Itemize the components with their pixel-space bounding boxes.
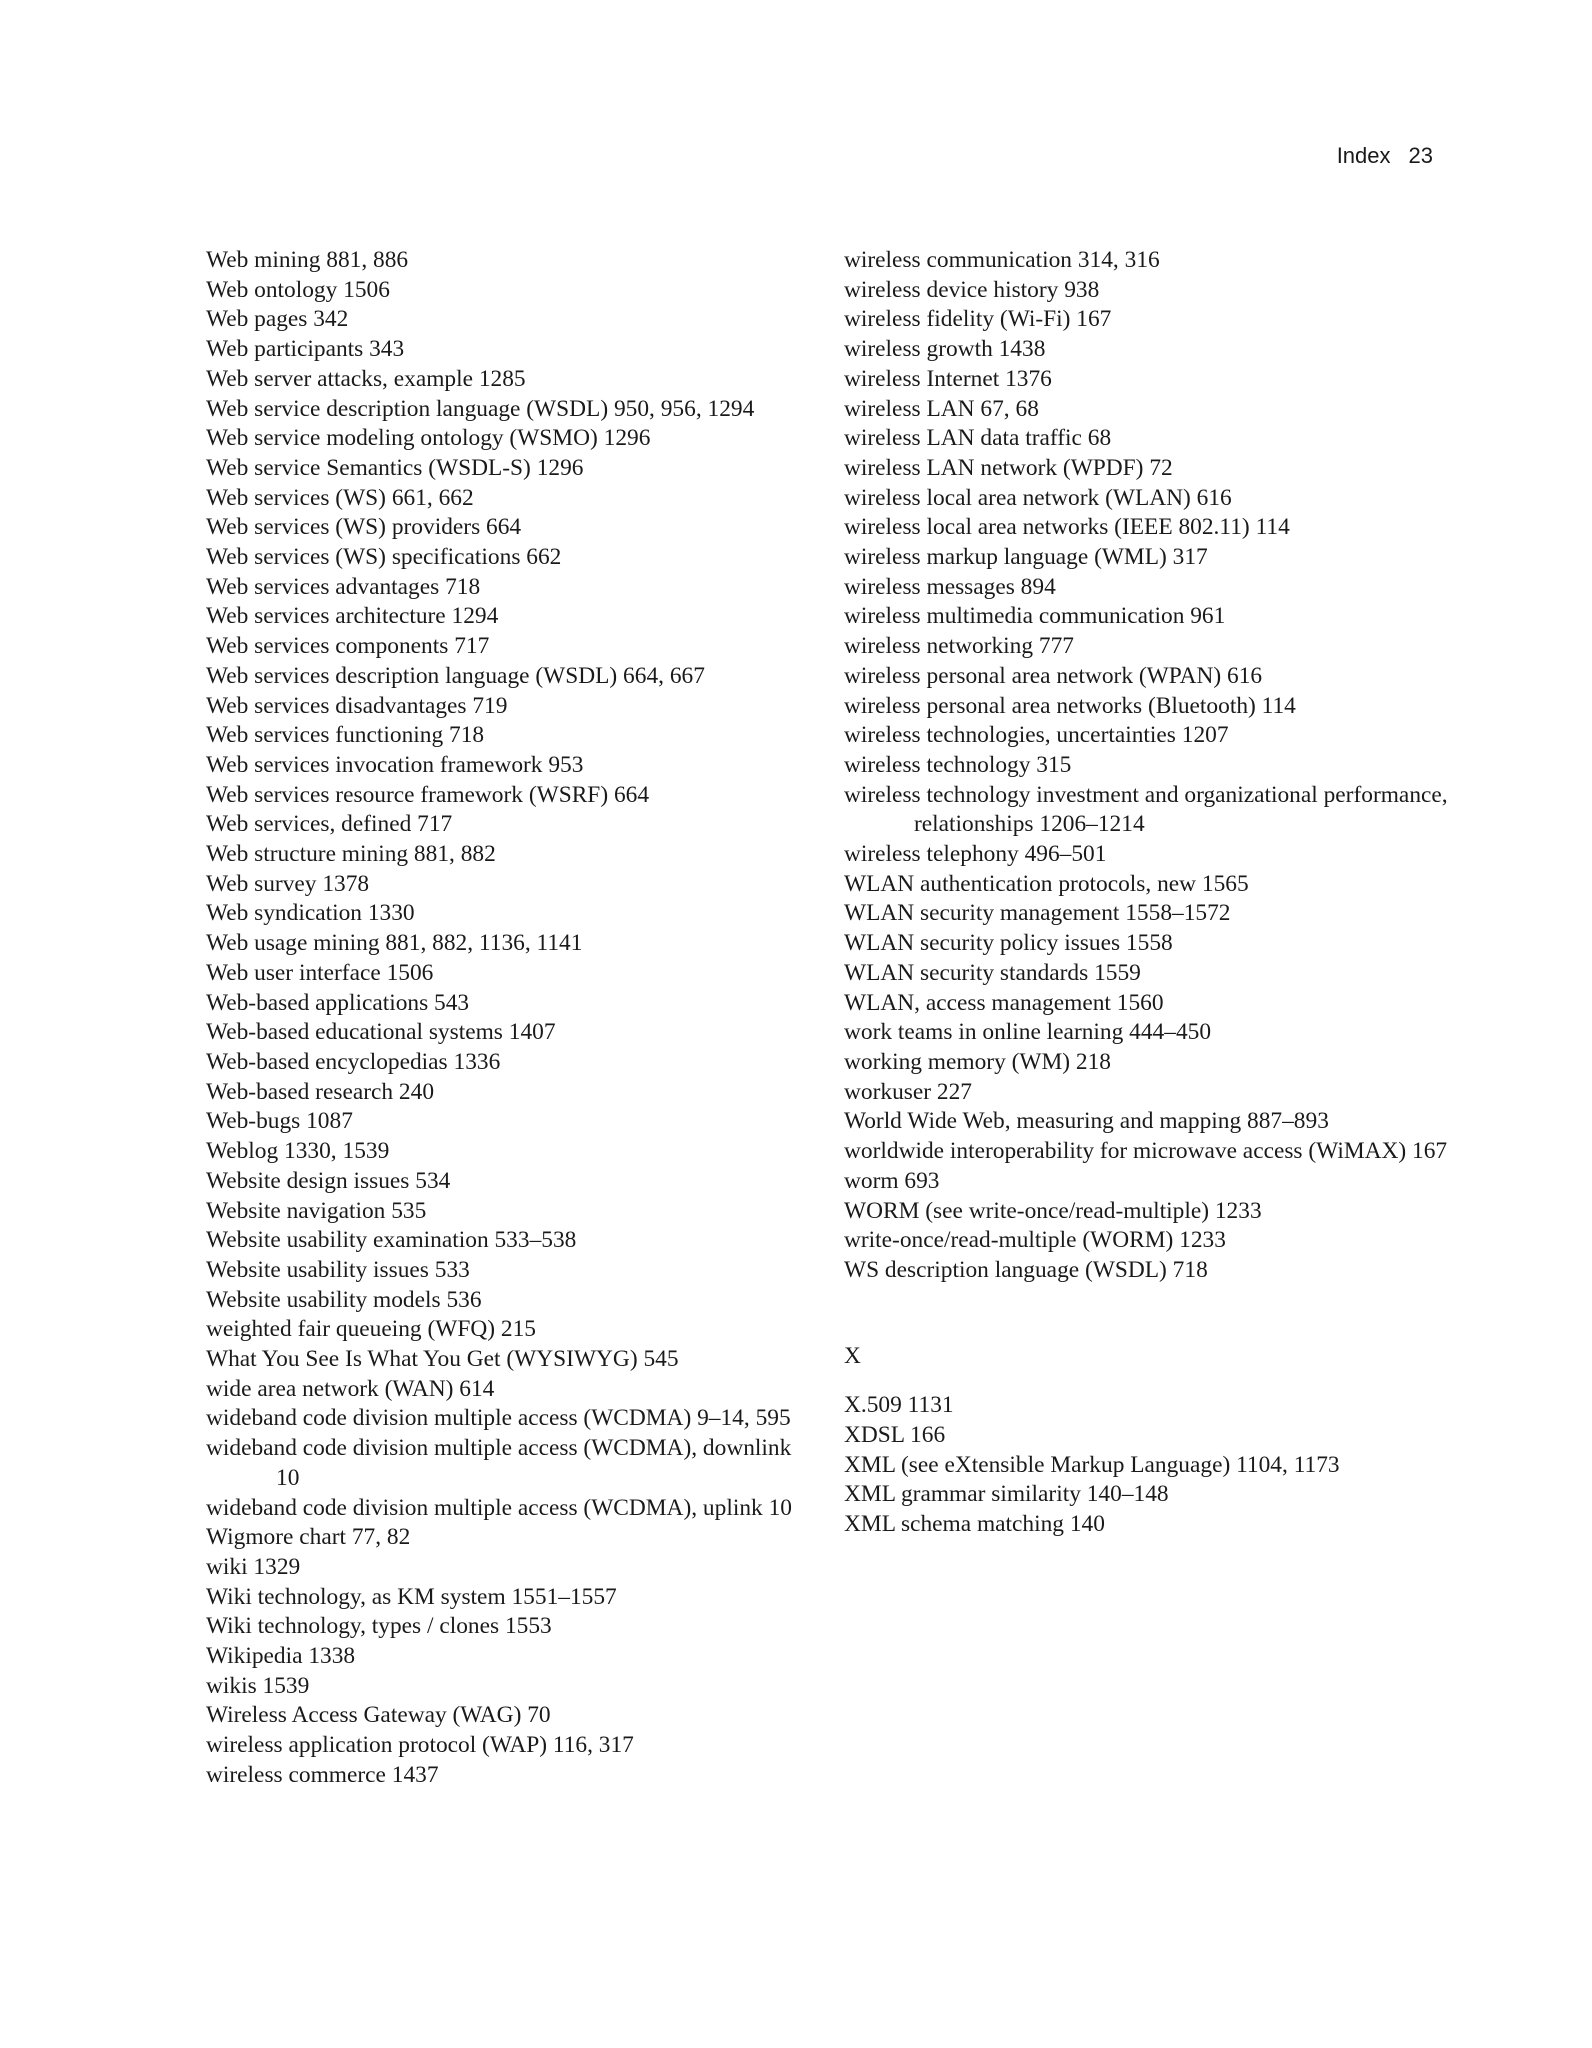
index-entry: Web services (WS) specifications 662 bbox=[206, 544, 562, 571]
index-entry: wireless local area networks (IEEE 802.11) 114 bbox=[844, 514, 1290, 541]
index-entry: Website design issues 534 bbox=[206, 1167, 451, 1194]
index-entry: wireless application protocol (WAP) 116, 317 bbox=[206, 1732, 634, 1759]
index-entry: Web service Semantics (WSDL-S) 1296 bbox=[206, 454, 584, 481]
running-head-label: Index bbox=[1336, 143, 1391, 168]
index-entry: Web server attacks, example 1285 bbox=[206, 365, 526, 392]
index-entry: Web user interface 1506 bbox=[206, 959, 434, 986]
index-entry: Web services (WS) providers 664 bbox=[206, 514, 522, 541]
index-entry: Web services (WS) 661, 662 bbox=[206, 484, 474, 511]
index-entry: Web-based applications 543 bbox=[206, 989, 470, 1016]
index-entry: wireless networking 777 bbox=[844, 633, 1074, 660]
index-entry: Wigmore chart 77, 82 bbox=[206, 1524, 411, 1551]
index-entry: Web services description language (WSDL) 664, 667 bbox=[206, 662, 705, 689]
index-entry: Web services functioning 718 bbox=[206, 722, 485, 749]
index-entry: wireless technology investment and organizational performance, relationships 1206–1214 bbox=[844, 781, 1448, 838]
index-entry: wide area network (WAN) 614 bbox=[206, 1375, 495, 1402]
index-entry: Web services architecture 1294 bbox=[206, 603, 499, 630]
index-entry: World Wide Web, measuring and mapping 887–893 bbox=[844, 1108, 1329, 1135]
index-entry: wireless technology 315 bbox=[844, 751, 1072, 778]
index-entry: Website usability examination 533–538 bbox=[206, 1227, 577, 1254]
index-entry: Website usability models 536 bbox=[206, 1286, 482, 1313]
index-entry: wireless local area network (WLAN) 616 bbox=[844, 484, 1232, 511]
index-entry: Wikipedia 1338 bbox=[206, 1643, 356, 1670]
index-entry: Weblog 1330, 1539 bbox=[206, 1138, 390, 1165]
index-entry: wiki 1329 bbox=[206, 1553, 301, 1580]
index-entry: wireless personal area network (WPAN) 616 bbox=[844, 662, 1263, 689]
section-letter-heading: X bbox=[844, 1342, 861, 1369]
index-entry: Web-bugs 1087 bbox=[206, 1108, 353, 1135]
index-entry: wireless personal area networks (Bluetooth) 114 bbox=[844, 692, 1296, 719]
index-entry: work teams in online learning 444–450 bbox=[844, 1019, 1212, 1046]
index-entry: wireless commerce 1437 bbox=[206, 1761, 439, 1788]
index-entry: WLAN security management 1558–1572 bbox=[844, 900, 1231, 927]
index-entry: WLAN security policy issues 1558 bbox=[844, 930, 1173, 957]
index-entry: Web services, defined 717 bbox=[206, 811, 453, 838]
index-entry: wireless growth 1438 bbox=[844, 336, 1046, 363]
index-entry: Web structure mining 881, 882 bbox=[206, 841, 496, 868]
index-entry: WLAN, access management 1560 bbox=[844, 989, 1164, 1016]
index-entry: Web service modeling ontology (WSMO) 1296 bbox=[206, 425, 651, 452]
index-entry: wireless telephony 496–501 bbox=[844, 841, 1107, 868]
index-entry: wideband code division multiple access (WCDMA), downlink 10 bbox=[206, 1435, 792, 1491]
index-entry: WS description language (WSDL) 718 bbox=[844, 1256, 1208, 1283]
index-entry: worm 693 bbox=[844, 1167, 940, 1194]
index-entry: Website navigation 535 bbox=[206, 1197, 427, 1224]
index-entry: What You See Is What You Get (WYSIWYG) 545 bbox=[206, 1346, 679, 1373]
index-entry: Web service description language (WSDL) 950, 956, 1294 bbox=[206, 395, 755, 422]
index-entry: Web services invocation framework 953 bbox=[206, 751, 584, 778]
index-entry: wideband code division multiple access (WCDMA) 9–14, 595 bbox=[206, 1405, 791, 1432]
index-entry: Wiki technology, as KM system 1551–1557 bbox=[206, 1583, 617, 1610]
index-entry: weighted fair queueing (WFQ) 215 bbox=[206, 1316, 536, 1343]
index-entry: wireless device history 938 bbox=[844, 276, 1100, 303]
index-entry: XML grammar similarity 140–148 bbox=[844, 1481, 1169, 1508]
index-entry: Web services advantages 718 bbox=[206, 573, 481, 600]
index-entry: Web services disadvantages 719 bbox=[206, 692, 508, 719]
index-column-left bbox=[206, 246, 806, 1791]
index-entry: Web pages 342 bbox=[206, 306, 349, 333]
index-entry: Web services resource framework (WSRF) 664 bbox=[206, 781, 650, 808]
index-entry: wireless technologies, uncertainties 1207 bbox=[844, 722, 1229, 749]
index-entry: wireless fidelity (Wi-Fi) 167 bbox=[844, 306, 1112, 333]
index-entry: wireless Internet 1376 bbox=[844, 365, 1052, 392]
index-column-right bbox=[844, 246, 1454, 1540]
index-entry: Web ontology 1506 bbox=[206, 276, 390, 303]
index-entry: Web participants 343 bbox=[206, 336, 405, 363]
index-entry: X.509 1131 bbox=[844, 1392, 954, 1419]
index-entry: wireless messages 894 bbox=[844, 573, 1056, 600]
index-entry: working memory (WM) 218 bbox=[844, 1048, 1111, 1075]
index-entry: Web-based educational systems 1407 bbox=[206, 1019, 556, 1046]
index-entry: wireless LAN network (WPDF) 72 bbox=[844, 454, 1173, 481]
index-entry: Web syndication 1330 bbox=[206, 900, 415, 927]
index-entry: XML schema matching 140 bbox=[844, 1511, 1105, 1538]
index-entry: wikis 1539 bbox=[206, 1672, 310, 1699]
index-entry: Website usability issues 533 bbox=[206, 1256, 470, 1283]
running-head bbox=[1200, 143, 1433, 169]
index-entry: wideband code division multiple access (WCDMA), uplink 10 bbox=[206, 1494, 792, 1521]
index-entry: workuser 227 bbox=[844, 1078, 972, 1105]
page-number: 23 bbox=[1408, 143, 1433, 168]
index-entry: write-once/read-multiple (WORM) 1233 bbox=[844, 1227, 1226, 1254]
index-entry: Web-based research 240 bbox=[206, 1078, 435, 1105]
index-entry: worldwide interoperability for microwave access (WiMAX) 167 bbox=[844, 1138, 1448, 1165]
index-entry: wireless LAN data traffic 68 bbox=[844, 425, 1112, 452]
index-entry: wireless markup language (WML) 317 bbox=[844, 544, 1208, 571]
index-entry: Web survey 1378 bbox=[206, 870, 370, 897]
index-entry: Wireless Access Gateway (WAG) 70 bbox=[206, 1702, 551, 1729]
index-entry: Web usage mining 881, 882, 1136, 1141 bbox=[206, 930, 583, 957]
index-entry: wireless LAN 67, 68 bbox=[844, 395, 1039, 422]
index-entry: XDSL 166 bbox=[844, 1422, 946, 1449]
index-entry: Web mining 881, 886 bbox=[206, 247, 409, 273]
index-entry: WORM (see write-once/read-multiple) 1233 bbox=[844, 1197, 1262, 1224]
index-entry: Web-based encyclopedias 1336 bbox=[206, 1048, 501, 1075]
index-entry: WLAN security standards 1559 bbox=[844, 959, 1141, 986]
index-entry: wireless communication 314, 316 bbox=[844, 247, 1160, 273]
index-entry: wireless multimedia communication 961 bbox=[844, 603, 1226, 630]
index-entry: XML (see eXtensible Markup Language) 1104, 1173 bbox=[844, 1451, 1340, 1478]
index-entry: WLAN authentication protocols, new 1565 bbox=[844, 870, 1249, 897]
index-entry: Web services components 717 bbox=[206, 633, 490, 660]
index-entry: Wiki technology, types / clones 1553 bbox=[206, 1613, 552, 1640]
